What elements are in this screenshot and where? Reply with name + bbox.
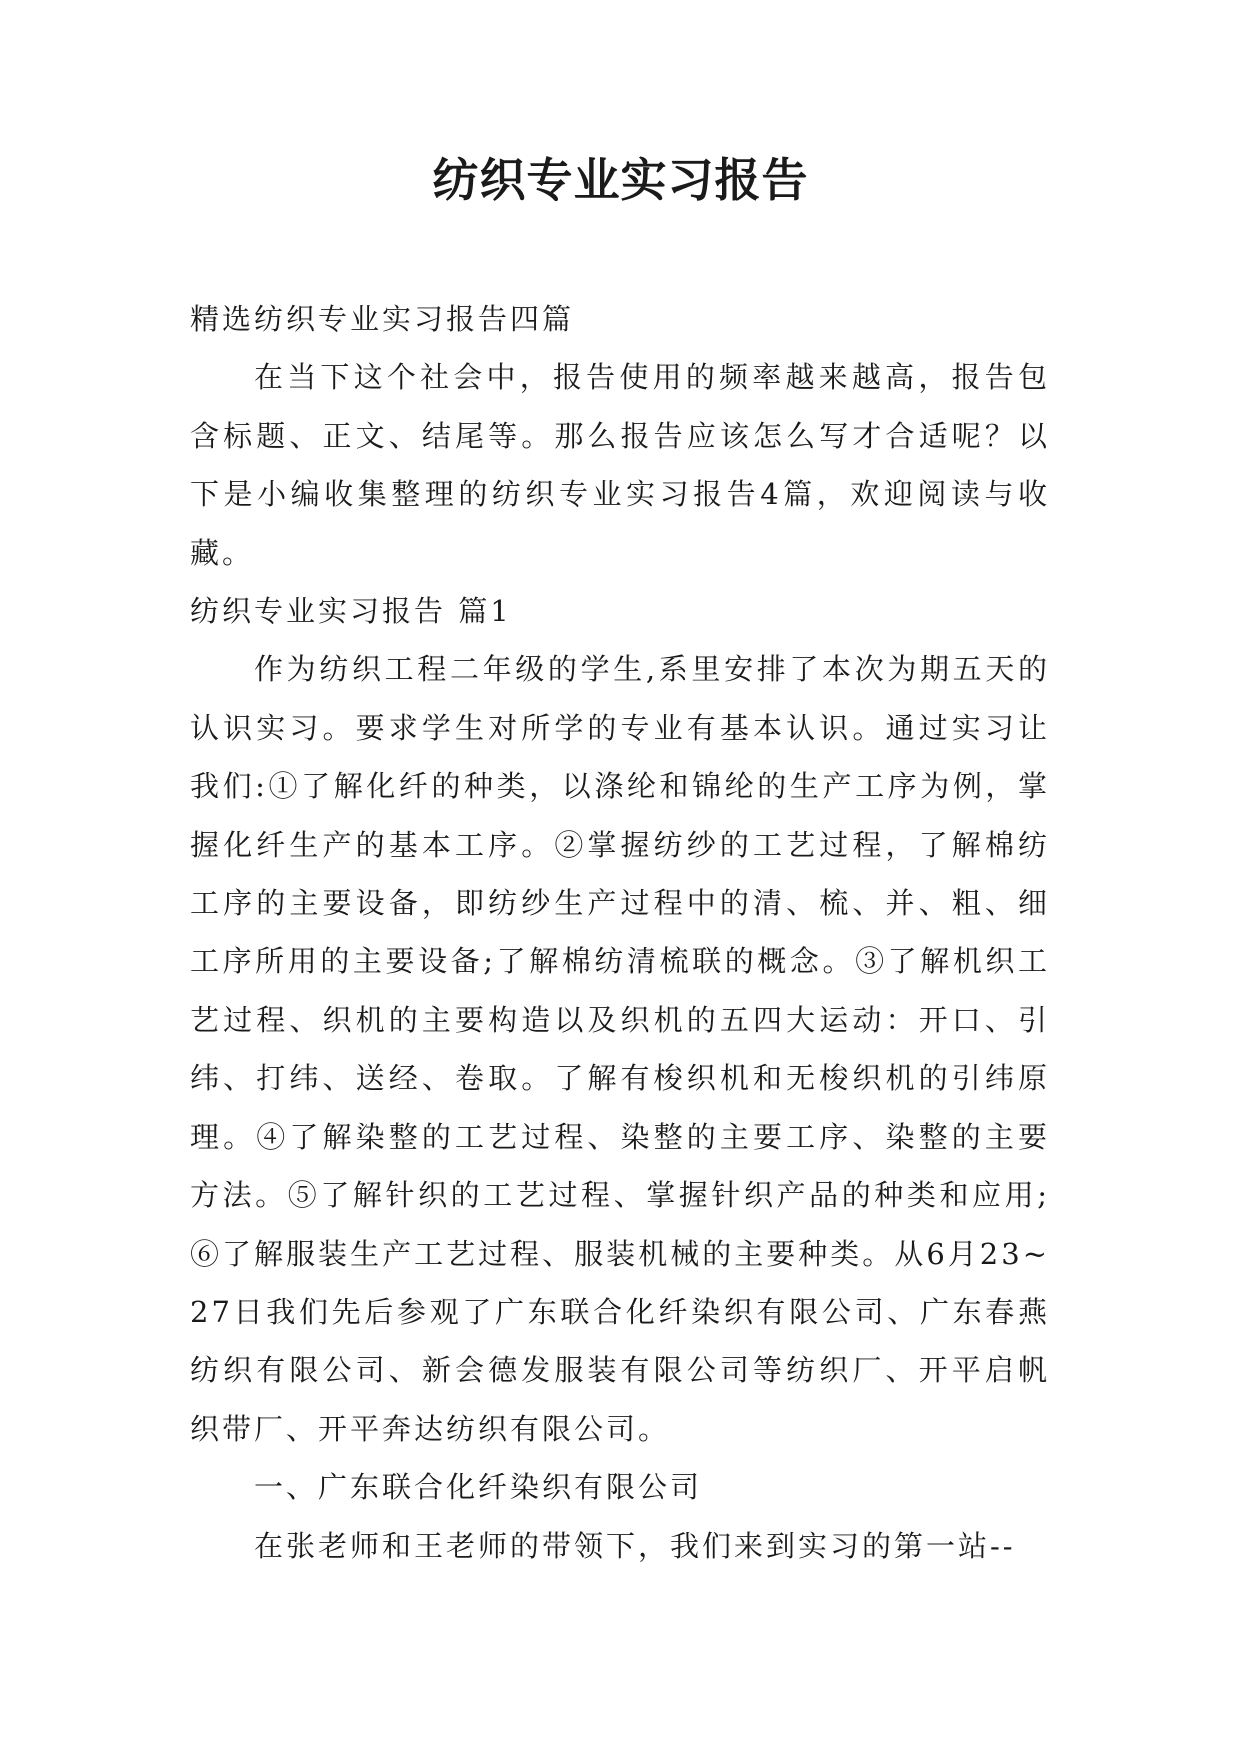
section-heading: 纺织专业实习报告 篇1 [190, 594, 512, 629]
paragraph-2: 在张老师和王老师的带领下，我们来到实习的第一站-- [254, 1528, 1016, 1563]
paragraph-1: 作为纺织工程二年级的学生,系里安排了本次为期五天的认识实习。要求学生对所学的专业有基本认识。通过实习让我们:①了解化纤的种类，以涤纶和锦纶的生产工序为例，掌握化纤生产的基本工序。②掌握纺纱的工艺过程，了解棉纺工序的主要设备，即纺纱生产过程中的清、梳、并、粗、细工序所用的主要设备;了解棉纺清梳联的概念。③了解机织工艺过程、织机的主要构造以及织机的五四大运动：开口、引纬、打纬、送经、卷取。了解有梭织机和无梭织机的引纬原理。④了解染整的工艺过程、染整的主要工序、染整的主要方法。⑤了解针织的工艺过程、掌握针织产品的种类和应用;⑥了解服装生产工艺过程、服装机械的主要种类。从6月23~27日我们先后参观了广东联合化纤染织有限公司、广东春燕纺织有限公司、新会德发服装有限公司等纺织厂、开平启帆织带厂、开平奔达纺织有限公司。 [190, 652, 1050, 1446]
page-title: 纺织专业实习报告 [432, 153, 809, 207]
document-body [190, 290, 1050, 1575]
sub-heading-1: 一、广东联合化纤染织有限公司 [254, 1470, 703, 1505]
intro-paragraph: 在当下这个社会中，报告使用的频率越来越高，报告包含标题、正文、结尾等。那么报告应该怎么写才合适呢？以下是小编收集整理的纺织专业实习报告4篇，欢迎阅读与收藏。 [190, 360, 1050, 570]
subtitle: 精选纺织专业实习报告四篇 [190, 302, 575, 336]
